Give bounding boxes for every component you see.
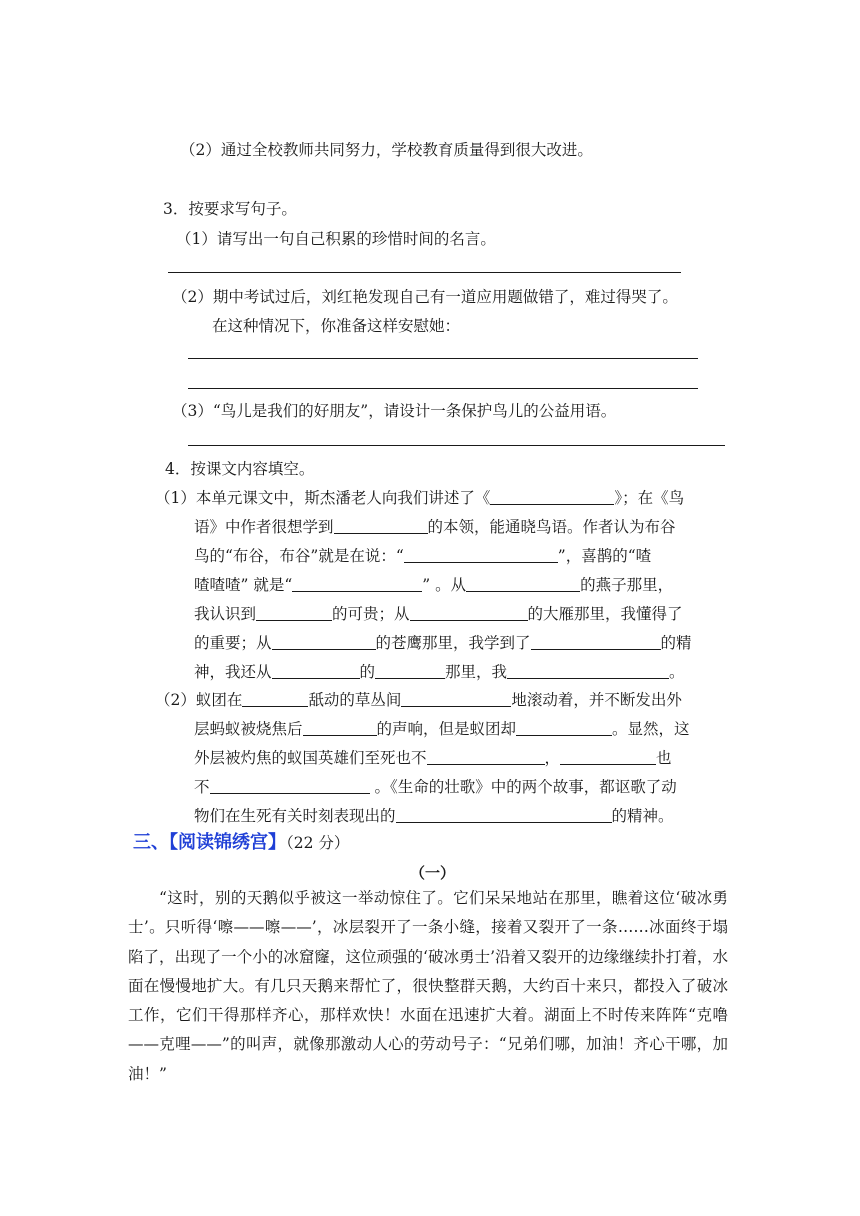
blank[interactable] [427,748,545,765]
blank[interactable] [303,719,377,736]
q4-p1-line-1: （1）本单元课文中，斯杰潘老人向我们讲述了《 》；在《鸟 [155,489,685,507]
blank[interactable] [531,633,661,650]
q4-p1-line-2: 语》中作者很想学到 的本领，能通晓鸟语。作者认为布谷 [194,518,676,536]
blank[interactable] [375,662,445,679]
q3-item-1: （1）请写出一句自己积累的珍惜时间的名言。 [176,230,496,248]
blank[interactable] [334,517,428,534]
q4-p1-line-7: 神，我还从 的 那里，我 。 [194,663,685,681]
blank[interactable] [560,748,656,765]
answer-line-q3-2a[interactable] [188,358,698,359]
q4-p2-line-2: 层蚂蚁被烧焦后 的声响，但是蚁团却 。显然，这 [194,720,690,738]
q2-sentence-2: （2）通过全校教师共同努力，学校教育质量得到很大改进。 [180,141,593,159]
answer-line-q3-3[interactable] [188,445,725,446]
blank[interactable] [490,488,614,505]
section-heading [133,832,349,854]
blank[interactable] [272,633,376,650]
answer-line-q3-2b[interactable] [188,388,698,389]
q4-heading: 4．按课文内容填空。 [165,460,315,478]
q4-p1-line-3: 鸟的“布谷，布谷”就是在说：“ ”，喜鹊的“喳 [194,547,652,565]
blank[interactable] [507,662,669,679]
blank[interactable] [256,604,332,621]
blank[interactable] [404,546,558,563]
answer-line-q3-1[interactable] [168,272,681,273]
blank[interactable] [292,575,422,592]
blank[interactable] [401,690,511,707]
q4-p2-line-5: 物们在生死有关时刻表现出的 的精神。 [194,807,674,825]
q3-item-3: （3）“鸟儿是我们的好朋友”，请设计一条保护鸟儿的公益用语。 [172,402,617,420]
blank[interactable] [396,806,612,823]
reading-passage: “这时，别的天鹅似乎被这一举动惊住了。它们呆呆地站在那里，瞧着这位‘破冰勇士’。只听得‘嚓——嚓——’，冰层裂开了一条小缝，接着又裂开了一条……冰面终于塌陷了，出现了一个小的冰窟窿，这位顽强的‘破冰勇士’沿着又裂开的边缘继续扑打着，水面在慢慢地扩大。有几只天鹅来帮忙了，很快整群天鹅，大约百十来只，都投入了破冰工作，它们干得那样齐心，那样欢快！水面在迅速扩大着。湖面上不时传来阵阵“克噜——克哩——”的叫声，就像那激动人心的劳动号子：“兄弟们哪，加油！齐心干哪，加油！” [128,889,728,1083]
q4-p1-line-4: 喳喳喳” 就是“ ” 。从 的燕子那里， [194,576,674,594]
blank[interactable] [410,604,528,621]
blank[interactable] [242,690,308,707]
blank[interactable] [516,719,612,736]
blank[interactable] [466,575,580,592]
q4-p2-line-3: 外层被灼焦的蚁国英雄们至死也不 ， 也 [194,749,672,767]
blank[interactable] [272,662,360,679]
passage-part-label: （一） [410,864,456,882]
q4-p2-line-4: 不 。《生命的壮歌》中的两个故事，都讴歌了动 [194,778,677,796]
q3-item-2-cont: 在这种情况下，你准备这样安慰她： [212,317,461,335]
q3-item-2: （2）期中考试过后，刘红艳发现自己有一道应用题做错了，难过得哭了。 [172,288,678,306]
section-score: （22 分） [286,834,350,852]
q4-p2-line-1: （2）蚁团在 舐动的草丛间 地滚动着，并不断发出外 [155,691,682,709]
section-title: 三、【阅读锦绣宫】 [133,832,286,853]
q4-p1-line-5: 我认识到 的可贵；从 的大雁那里，我懂得了 [194,605,683,623]
q4-p1-line-6: 的重要；从 的苍鹰那里，我学到了 的精 [194,634,692,652]
blank[interactable] [210,777,370,794]
q3-heading: 3．按要求写句子。 [163,200,297,218]
